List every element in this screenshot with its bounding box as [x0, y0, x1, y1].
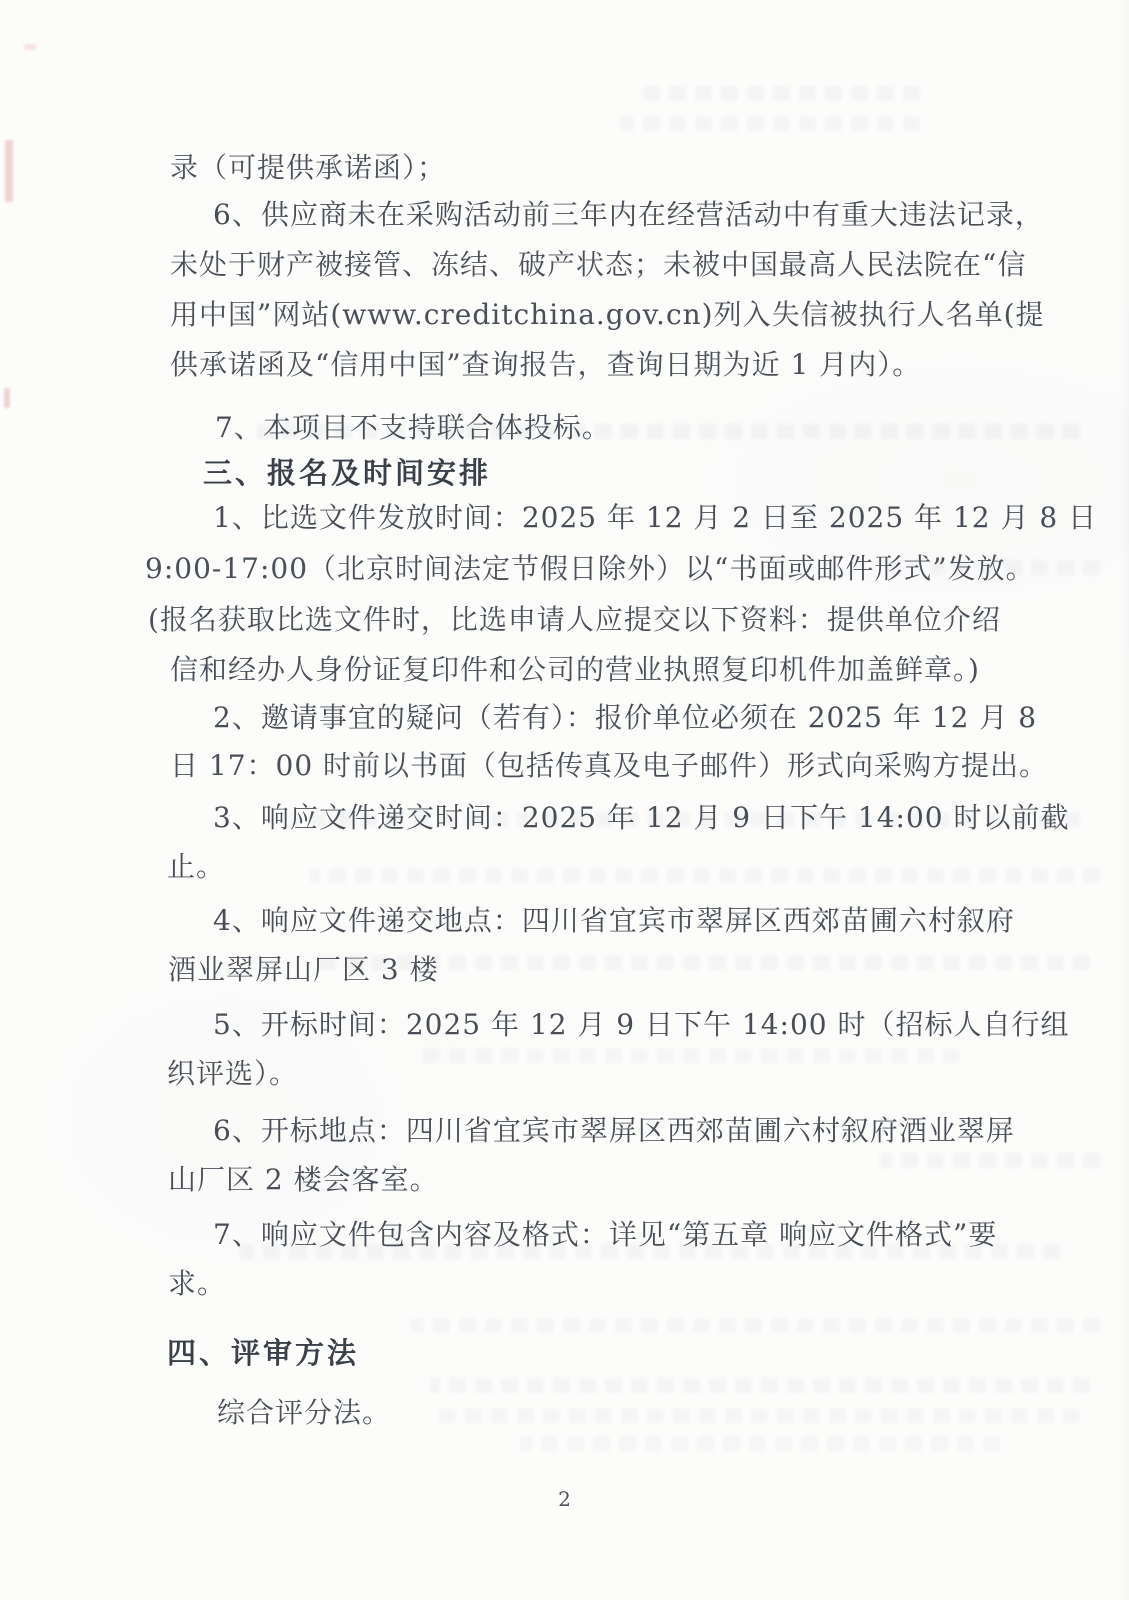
- bleedthrough-smudge: [420, 1048, 960, 1063]
- text-line: 2、邀请事宜的疑问（若有）：报价单位必须在 2025 年 12 月 8: [213, 701, 1038, 734]
- text-line: 山厂区 2 楼会客室。: [168, 1163, 439, 1196]
- text-line: 6、开标地点：四川省宜宾市翠屏区西郊苗圃六村叙府酒业翠屏: [213, 1114, 1015, 1147]
- text-line: (报名获取比选文件时，比选申请人应提交以下资料：提供单位介绍: [148, 603, 1001, 636]
- bleedthrough-smudge: [520, 1436, 1000, 1451]
- scan-edge-shading: [1119, 0, 1129, 1600]
- text-line: 求。: [168, 1267, 227, 1300]
- scan-artifact: [5, 140, 13, 202]
- bleedthrough-smudge: [430, 1408, 1080, 1423]
- text-line: 织评选）。: [167, 1057, 299, 1090]
- scan-artifact: [24, 44, 36, 50]
- text-line: 供承诺函及“信用中国”查询报告，查询日期为近 1 月内）。: [170, 348, 922, 381]
- section-heading-3: 三、报名及时间安排: [203, 456, 492, 490]
- text-line: 酒业翠屏山厂区 3 楼: [168, 953, 439, 986]
- text-line: 未处于财产被接管、冻结、破产状态；未被中国最高人民法院在“信: [170, 248, 1027, 281]
- text-line: 3、响应文件递交时间：2025 年 12 月 9 日下午 14:00 时以前截: [213, 801, 1070, 834]
- bleedthrough-smudge: [410, 1318, 1100, 1333]
- text-line: 7、本项目不支持联合体投标。: [215, 411, 611, 444]
- page-number: 2: [558, 1487, 571, 1511]
- text-line: 用中国”网站(www.creditchina.gov.cn)列入失信被执行人名单(提: [170, 298, 1045, 331]
- bleedthrough-smudge: [310, 868, 1100, 883]
- text-line: 1、比选文件发放时间：2025 年 12 月 2 日至 2025 年 12 月 8 日: [213, 501, 1098, 534]
- bleedthrough-smudge: [640, 86, 920, 101]
- text-line: 止。: [167, 850, 226, 883]
- text-line: 9:00-17:00（北京时间法定节假日除外）以“书面或邮件形式”发放。: [145, 552, 1035, 585]
- bleedthrough-smudge: [430, 1378, 1090, 1393]
- scan-artifact: [4, 388, 10, 408]
- bleedthrough-smudge: [620, 116, 920, 131]
- bleedthrough-smudge: [880, 1153, 1100, 1168]
- text-line: 综合评分法。: [217, 1396, 392, 1429]
- text-line: 7、响应文件包含内容及格式：详见“第五章 响应文件格式”要: [213, 1218, 998, 1251]
- text-line: 信和经办人身份证复印件和公司的营业执照复印机件加盖鲜章。): [170, 653, 980, 686]
- text-line: 日 17：00 时前以书面（包括传真及电子邮件）形式向采购方提出。: [170, 749, 1049, 782]
- text-line: 6、供应商未在采购活动前三年内在经营活动中有重大违法记录，: [213, 198, 1044, 231]
- text-line: 4、响应文件递交地点：四川省宜宾市翠屏区西郊苗圃六村叙府: [213, 904, 1015, 937]
- text-line: 5、开标时间：2025 年 12 月 9 日下午 14:00 时（招标人自行组: [213, 1008, 1070, 1041]
- text-line: 录（可提供承诺函）；: [170, 151, 447, 184]
- section-heading-4: 四、评审方法: [167, 1336, 360, 1370]
